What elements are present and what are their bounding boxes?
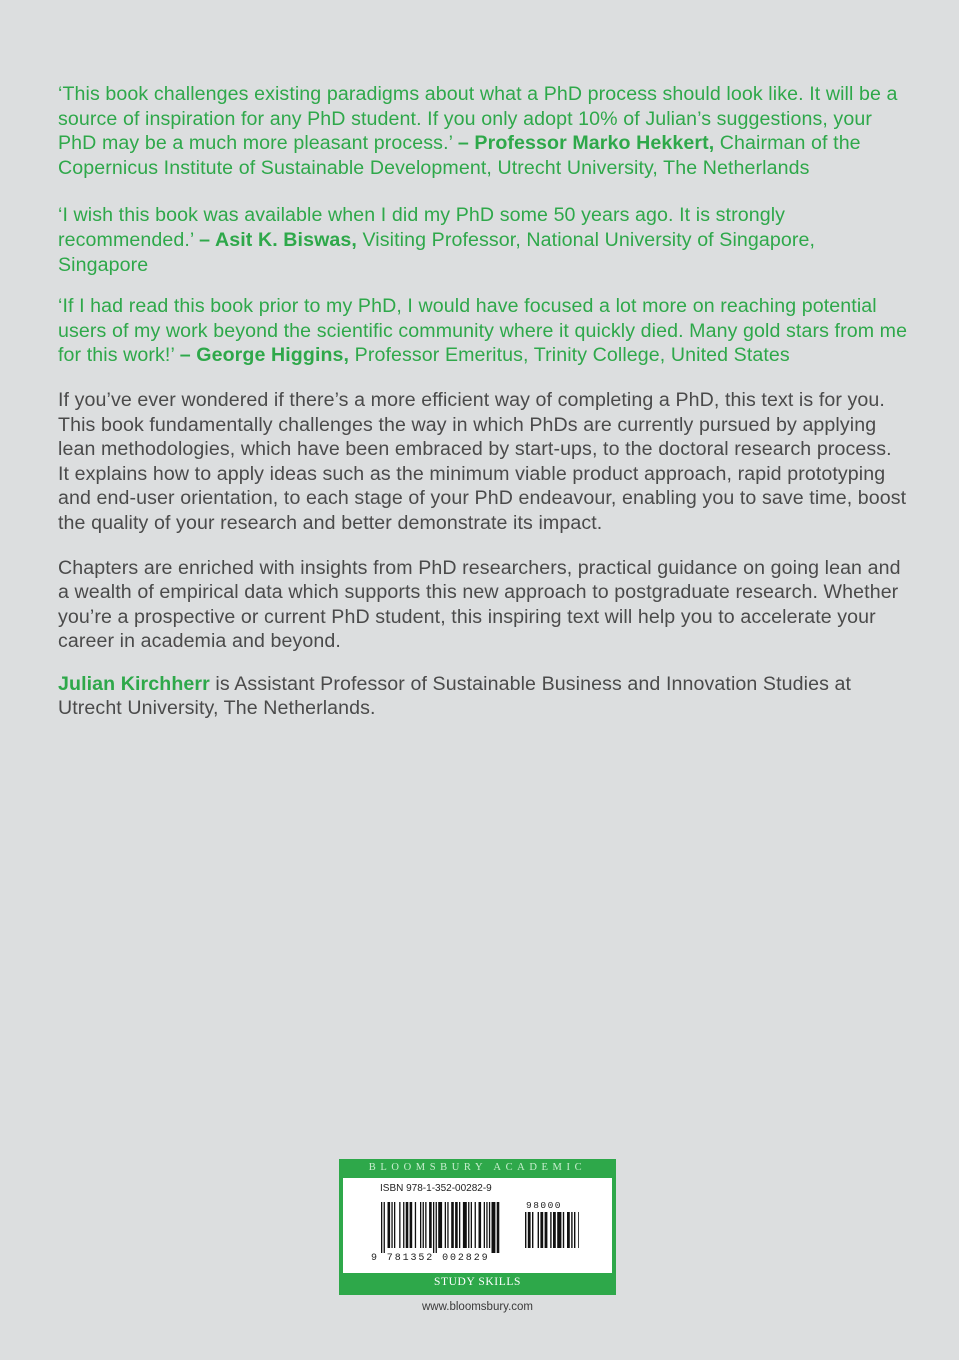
category-label: STUDY SKILLS (434, 1276, 521, 1288)
quote-author: – Professor Marko Hekkert, (457, 132, 715, 155)
ean-barcode-image (381, 1202, 507, 1254)
barcode-bar (574, 1212, 575, 1248)
barcode-bar (463, 1202, 467, 1248)
barcode-bar (528, 1212, 531, 1248)
barcode-bar (388, 1202, 391, 1248)
barcode-bar (403, 1202, 404, 1248)
quote-affiliation: Chairman of the Copernicus Institute of Sustainable Development, Utrecht University, The Netherlands (58, 132, 861, 179)
quote-author: – Asit K. Biswas, (199, 228, 357, 251)
barcode-bar (475, 1202, 476, 1248)
barcode-bar (451, 1202, 454, 1248)
quote-biswas (58, 203, 908, 277)
quote-text: ‘I wish this book was available when I did my PhD some 50 years ago. It is strongly recommended.’ (58, 204, 786, 251)
description-paragraph-1: If you’ve ever wondered if there’s a more efficient way of completing a PhD, this text is for you. This book fundamentally challenges the way in which PhDs are currently pursued by applying lean methodologies, which have been embraced by start-ups, to the doctoral research process. It explains how to apply ideas such as the minimum viable product approach, rapid prototyping and end-user orientation, to each stage of your PhD endeavour, enabling you to save time, boost the quality of your research and better demonstrate its impact. (58, 388, 907, 534)
barcode-bar (497, 1202, 500, 1253)
barcode-bar (550, 1212, 551, 1248)
barcode-bar (455, 1202, 458, 1248)
barcode-bar (532, 1212, 533, 1248)
barcode-bar (553, 1212, 556, 1248)
barcode-bar (438, 1202, 442, 1248)
barcode-bar (420, 1202, 421, 1248)
barcode-bar (459, 1202, 460, 1248)
quote-hekkert (58, 82, 908, 180)
back-cover-text (58, 82, 908, 721)
price-addon-barcode-image (525, 1212, 579, 1252)
barcode-bar (545, 1212, 548, 1248)
barcode-bar (381, 1202, 382, 1253)
barcode-bar (410, 1202, 413, 1248)
barcode-bar (540, 1212, 543, 1248)
author-bio (58, 672, 908, 721)
barcode-bar (433, 1202, 434, 1253)
barcode-bar (399, 1202, 400, 1248)
barcode-bar (384, 1202, 385, 1253)
barcode-bar (578, 1212, 579, 1248)
quote-text: ‘If I had read this book prior to my PhD, I would have focused a lot more on reaching potential users of my work beyond the scientific community where it quickly died. Many gold stars from me for this work!’ (58, 295, 908, 367)
author-name: Julian Kirchherr (58, 672, 210, 695)
isbn-number: ISBN 978-1-352-00282-9 (380, 1183, 492, 1194)
barcode-bar (571, 1212, 572, 1248)
barcode-bar (479, 1202, 482, 1248)
barcode-bar (486, 1202, 487, 1248)
barcode-bar (447, 1202, 448, 1248)
quote-higgins (58, 294, 908, 368)
barcode-bar (436, 1202, 437, 1253)
barcode-bar (489, 1202, 490, 1248)
description-paragraph-2: Chapters are enriched with insights from PhD researchers, practical guidance on going lean and a wealth of empirical data which supports this new approach to postgraduate research. Whether you’re a prospective or current PhD student, this inspiring text will help you to accelerate your career in academia and beyond. (58, 556, 901, 653)
publisher-label: BLOOMSBURY ACADEMIC (368, 1162, 587, 1173)
barcode-bar (394, 1202, 395, 1248)
barcode-bar (468, 1202, 469, 1248)
publisher-website: www.bloomsbury.com (422, 1301, 533, 1313)
quote-text: ‘This book challenges existing paradigms about what a PhD process should look like. It will be a source of inspiration for any PhD student. If you only adopt 10% of Julian’s suggestions, your PhD may be a much more pleasant process.’ (58, 83, 898, 155)
barcode-bar (538, 1212, 539, 1248)
barcode-bar (567, 1212, 570, 1248)
barcode-bar (423, 1202, 424, 1248)
barcode-bar (391, 1202, 392, 1248)
barcode-bar (525, 1212, 526, 1248)
barcode-bar (445, 1202, 446, 1248)
barcode-bar (429, 1202, 432, 1248)
barcode-panel (339, 1159, 616, 1295)
barcode-bar (415, 1202, 416, 1248)
barcode-bar (563, 1212, 564, 1248)
barcode-bar (492, 1202, 496, 1253)
barcode-bar (471, 1202, 472, 1248)
barcode-bar (406, 1202, 409, 1248)
barcode-bar (425, 1202, 426, 1248)
price-code: 98000 (526, 1200, 563, 1211)
barcode-area (343, 1178, 612, 1273)
author-bio-text: is Assistant Professor of Sustainable Business and Innovation Studies at Utrecht University, The Netherlands. (58, 672, 852, 720)
quote-author: – George Higgins, (179, 344, 350, 367)
barcode-bar (557, 1212, 561, 1248)
ean-digits: 9 781352 002829 (371, 1253, 490, 1264)
quote-affiliation: Visiting Professor, National University of Singapore, Singapore (58, 228, 816, 276)
barcode-bar (484, 1202, 485, 1248)
quote-affiliation: Professor Emeritus, Trinity College, United States (349, 344, 790, 367)
